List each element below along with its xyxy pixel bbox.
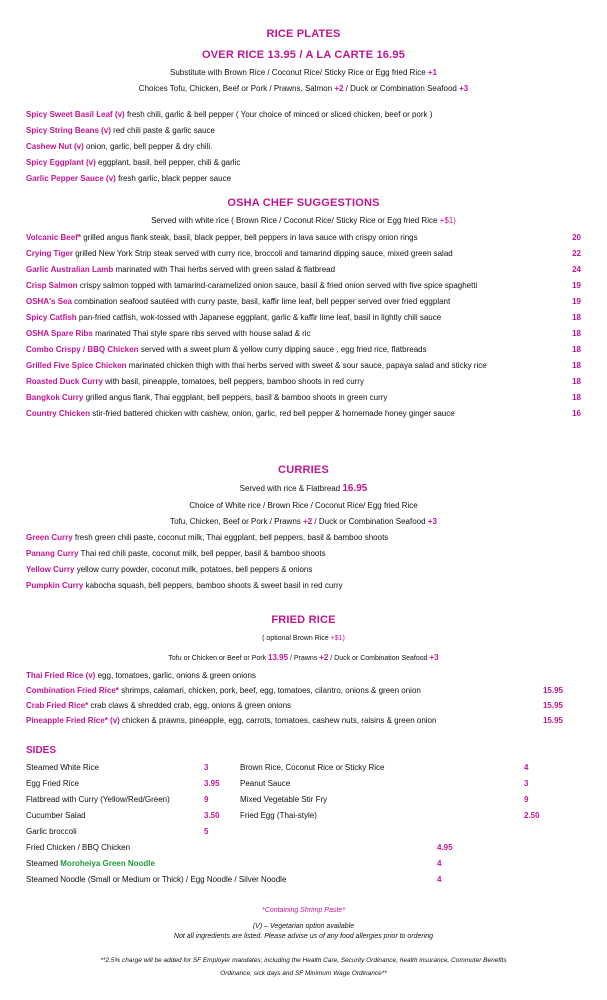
substitute-text: Substitute with Brown Rice / Coconut Rice/ Sticky Rice or Egg fried Rice	[169, 68, 426, 77]
rice-item	[26, 174, 581, 184]
item-name: Crying Tiger	[26, 249, 73, 258]
chef-item	[26, 313, 581, 323]
shrimp-note: *Containing Shrimp Paste*	[262, 907, 345, 914]
item-desc: chicken & prawns, pineapple, egg, carrots, tomatoes, cashew nuts, raisins & green onion	[122, 716, 437, 725]
rice-plates-substitute-line	[0, 68, 607, 78]
curry-item	[26, 549, 581, 559]
item-name: Combo Crispy / BBQ Chicken	[26, 345, 139, 354]
item-desc: marinated with Thai herbs served with green salad & flatbread	[115, 265, 336, 274]
item-name: Green Curry	[26, 533, 73, 542]
item-desc: marinated chicken thigh with thai herbs served with sweet & sour sauce, papaya salad and sticky rice	[128, 361, 487, 370]
item-name: Combination Fried Rice*	[26, 686, 119, 695]
fried-rice-item	[26, 686, 581, 696]
item-name: Pineapple Fried Rice* (v)	[26, 716, 120, 725]
side-item-name: Egg Fried Rice	[26, 779, 79, 788]
chef-item	[26, 393, 581, 403]
item-desc: red chili paste & garlic sauce	[113, 126, 215, 135]
chef-item	[26, 345, 581, 355]
item-desc: combination seafood sautéed with curry paste, basil, kaffir lime leaf, bell pepper served over fried eggplant	[74, 297, 451, 306]
item-price: 18	[572, 377, 581, 386]
item-desc: crab claws & shredded crab, egg, onions & green onions	[90, 701, 292, 710]
item-name: Grilled Five Spice Chicken	[26, 361, 127, 370]
item-name: Country Chicken	[26, 409, 91, 418]
charge-note-2: Ordinance, sick days and SF Minimum Wage Ordinance**	[220, 970, 387, 977]
item-desc: grilled angus flank steak, basil, black pepper, bell peppers in lava sauce with crispy onion rings	[83, 233, 418, 242]
item-name: Spicy String Beans (v)	[26, 126, 111, 135]
item-name: Spicy Eggplant (v)	[26, 158, 96, 167]
fried-rice-optional-add: +$1)	[330, 635, 345, 642]
choices-add-2: +3	[459, 84, 469, 93]
item-desc: kabocha squash, bell peppers, bamboo shoots & sweet basil in red curry	[85, 581, 343, 590]
item-desc: stir-fried battered chicken with cashew, onion, garlic, red bell pepper & homemade honey ginger sauce	[92, 409, 455, 418]
item-name: Garlic Australian Lamb	[26, 265, 114, 274]
side-item-name: Cucumber Salad	[26, 811, 86, 820]
item-desc: marinated Thai style spare ribs served with house salad & ric	[95, 329, 311, 338]
chef-served-text: Served with white rice ( Brown Rice / Coconut Rice/ Sticky Rice or Egg fried Rice	[151, 216, 438, 225]
item-name: Panang Curry	[26, 549, 79, 558]
item-name: Volcanic Beef*	[26, 233, 81, 242]
choices-text: Choices Tofu, Chicken, Beef or Pork / Prawns, Salmon	[138, 84, 333, 93]
rice-item	[26, 158, 581, 168]
curries-protein-mid: / Duck or Combination Seafood	[314, 517, 426, 526]
substitute-add: +1	[427, 68, 437, 77]
rice-plates-title: RICE PLATES	[266, 28, 341, 40]
allergy-note: Not all ingredients are listed. Please advise us of any food allergies prior to ordering	[173, 933, 434, 940]
fried-rice-optional-text: ( optional Brown Rice	[262, 635, 329, 642]
chef-item	[26, 329, 581, 339]
curries-served-text: Served with rice & Flatbread	[239, 484, 341, 493]
item-name: OSHA Spare Ribs	[26, 329, 93, 338]
item-name: Pumpkin Curry	[26, 581, 84, 590]
curries-protein-text: Tofu, Chicken, Beef or Pork / Prawns	[170, 517, 301, 526]
side-item-price: 3	[204, 763, 209, 772]
fried-rice-title: FRIED RICE	[271, 614, 336, 626]
side-item-price: 9	[524, 795, 529, 804]
fried-rice-add-2: +3	[429, 653, 439, 662]
item-desc: crispy salmon topped with tamarind-caramelized onion sauce, basil & fried onion served with five spice spaghetti	[79, 281, 478, 290]
chef-item	[26, 233, 581, 243]
curry-item	[26, 533, 581, 543]
item-desc: served with a sweet plum & yellow curry dipping sauce , egg fried rice, flatbreads	[140, 345, 427, 354]
item-price: 24	[572, 265, 581, 274]
item-price: 19	[572, 281, 581, 290]
item-name: Cashew Nut (v)	[26, 142, 84, 151]
item-name: Spicy Catfish	[26, 313, 77, 322]
side-item-name: Mixed Vegetable Stir Fry	[240, 795, 328, 804]
item-desc: fresh green chili paste, coconut milk, Thai eggplant, bell peppers, basil & bamboo shoots	[74, 533, 389, 542]
side-item-name: Fried Chicken / BBQ Chicken	[26, 843, 131, 852]
fried-rice-price: 13.95	[268, 653, 289, 662]
curries-served-line	[0, 484, 607, 494]
item-desc: egg, tomatoes, garlic, onions & green onions	[97, 671, 256, 680]
side-item-name: Flatbread with Curry (Yellow/Red/Green)	[26, 795, 170, 804]
item-desc: Thai red chili paste, coconut milk, bell pepper, basil & bamboo shoots	[80, 549, 326, 558]
chef-served-line	[0, 216, 607, 226]
item-desc: yellow curry powder, coconut milk, potatoes, bell peppers & onions	[76, 565, 313, 574]
curries-add-2: +3	[427, 517, 437, 526]
chef-item	[26, 409, 581, 419]
item-desc: grilled angus flank, Thai eggplant, bell peppers, basil & bamboo shoots in green curry	[85, 393, 388, 402]
fried-rice-add-1: +2	[319, 653, 329, 662]
item-price: 15.95	[542, 686, 563, 695]
chef-item	[26, 265, 581, 275]
side-item-name: Steamed White Rice	[26, 763, 99, 772]
side-item-name: Brown Rice, Coconut Rice or Sticky Rice	[240, 763, 385, 772]
item-desc: grilled New York Strip steak served with curry rice, broccoli and tamarind dipping sauce, mixed green salad	[75, 249, 453, 258]
curry-item	[26, 565, 581, 575]
fried-rice-item	[26, 701, 581, 711]
curry-item	[26, 581, 581, 591]
item-name: Bangkok Curry	[26, 393, 84, 402]
side-item-prefix: Steamed	[26, 859, 59, 868]
chef-title: OSHA CHEF SUGGESTIONS	[227, 197, 380, 209]
fried-rice-item	[26, 671, 581, 681]
rice-plates-subtitle: OVER RICE 13.95 / A LA CARTE 16.95	[201, 49, 406, 61]
item-price: 18	[572, 393, 581, 402]
item-name: Spicy Sweet Basil Leaf (v)	[26, 110, 125, 119]
curries-served-price: 16.95	[342, 483, 368, 494]
rice-item	[26, 126, 581, 136]
rice-item	[26, 110, 581, 120]
item-price: 20	[572, 233, 581, 242]
item-price: 15.95	[542, 716, 563, 725]
item-desc: with basil, pineapple, tomatoes, bell peppers, bamboo shoots in red curry	[105, 377, 364, 386]
side-item-name: Fried Egg (Thai-style)	[240, 811, 317, 820]
fried-rice-protein-text: Tofu or Chicken or Beef or Pork	[168, 655, 267, 662]
side-item-price: 3.95	[204, 779, 220, 788]
rice-plates-choices-line	[0, 84, 607, 94]
side-item-name: Steamed Noodle (Small or Medium or Thick) / Egg Noodle / Silver Noodle	[26, 875, 287, 884]
side-item-price: 4	[437, 859, 442, 868]
side-item-price: 2.50	[524, 811, 540, 820]
chef-item	[26, 297, 581, 307]
fried-rice-protein-line	[0, 653, 607, 664]
item-name: Yellow Curry	[26, 565, 75, 574]
choices-add-1: +2	[334, 84, 344, 93]
curries-title: CURRIES	[278, 464, 329, 476]
item-desc: fresh garlic, black pepper sauce	[118, 174, 232, 183]
sides-title: SIDES	[26, 745, 57, 756]
item-name: Crisp Salmon	[26, 281, 78, 290]
side-item-price: 3.50	[204, 811, 220, 820]
item-price: 19	[572, 297, 581, 306]
item-name: Crab Fried Rice*	[26, 701, 89, 710]
item-desc: onion, garlic, bell pepper & dry chili.	[86, 142, 213, 151]
item-price: 15.95	[542, 701, 563, 710]
side-item-name: Garlic broccoli	[26, 827, 77, 836]
item-price: 16	[572, 409, 581, 418]
chef-item	[26, 361, 581, 371]
item-price: 18	[572, 345, 581, 354]
item-price: 18	[572, 361, 581, 370]
rice-item	[26, 142, 581, 152]
fried-rice-optional-line	[0, 634, 607, 644]
side-item-price: 4.95	[437, 843, 453, 852]
curries-choice-line: Choice of White rice / Brown Rice / Coconut Rice/ Egg fried Rice	[189, 501, 418, 510]
side-item-name: Peanut Sauce	[240, 779, 291, 788]
choices-mid: / Duck or Combination Seafood	[345, 84, 457, 93]
fried-rice-mid-2: / Duck or Combination Seafood	[330, 655, 428, 662]
veg-note: (V) – Vegetarian option available	[252, 923, 355, 930]
chef-served-add: +$1)	[439, 216, 456, 225]
fried-rice-mid-1: / Prawns	[289, 655, 318, 662]
chef-item	[26, 249, 581, 259]
fried-rice-item	[26, 716, 581, 726]
item-desc: pan-fried catfish, wok-tossed with Japanese eggplant, garlic & kaffir lime leaf, basil in lightly chili sauce	[78, 313, 442, 322]
side-item-price: 9	[204, 795, 209, 804]
item-desc: fresh chili, garlic & bell pepper ( Your choice of minced or sliced chicken, beef or pork )	[126, 110, 433, 119]
item-name: Roasted Duck Curry	[26, 377, 103, 386]
curries-protein-line	[0, 517, 607, 527]
item-name: Garlic Pepper Sauce (v)	[26, 174, 116, 183]
side-item-price: 5	[204, 827, 209, 836]
side-item-price: 3	[524, 779, 529, 788]
charge-note-1: **2.5% charge will be added for SF Employer mandates; including the Health Care, Security Ordinance, health insurance, Commuter Benefits	[100, 957, 507, 964]
item-desc: shrimps, calamari, chicken, pork, beef, egg, tomatoes, cilantro, onions & green onion	[121, 686, 421, 695]
side-item-green-name: Moroheiya Green Noodle	[60, 859, 155, 868]
side-item-price: 4	[437, 875, 442, 884]
curries-add-1: +2	[303, 517, 313, 526]
item-name: OSHA's Sea	[26, 297, 72, 306]
item-desc: eggplant, basil, bell pepper, chili & garlic	[98, 158, 241, 167]
item-price: 18	[572, 329, 581, 338]
chef-item	[26, 281, 581, 291]
chef-item	[26, 377, 581, 387]
item-name: Thai Fried Rice (v)	[26, 671, 96, 680]
item-price: 18	[572, 313, 581, 322]
side-item-name	[26, 859, 155, 869]
side-item-price: 4	[524, 763, 529, 772]
item-price: 22	[572, 249, 581, 258]
